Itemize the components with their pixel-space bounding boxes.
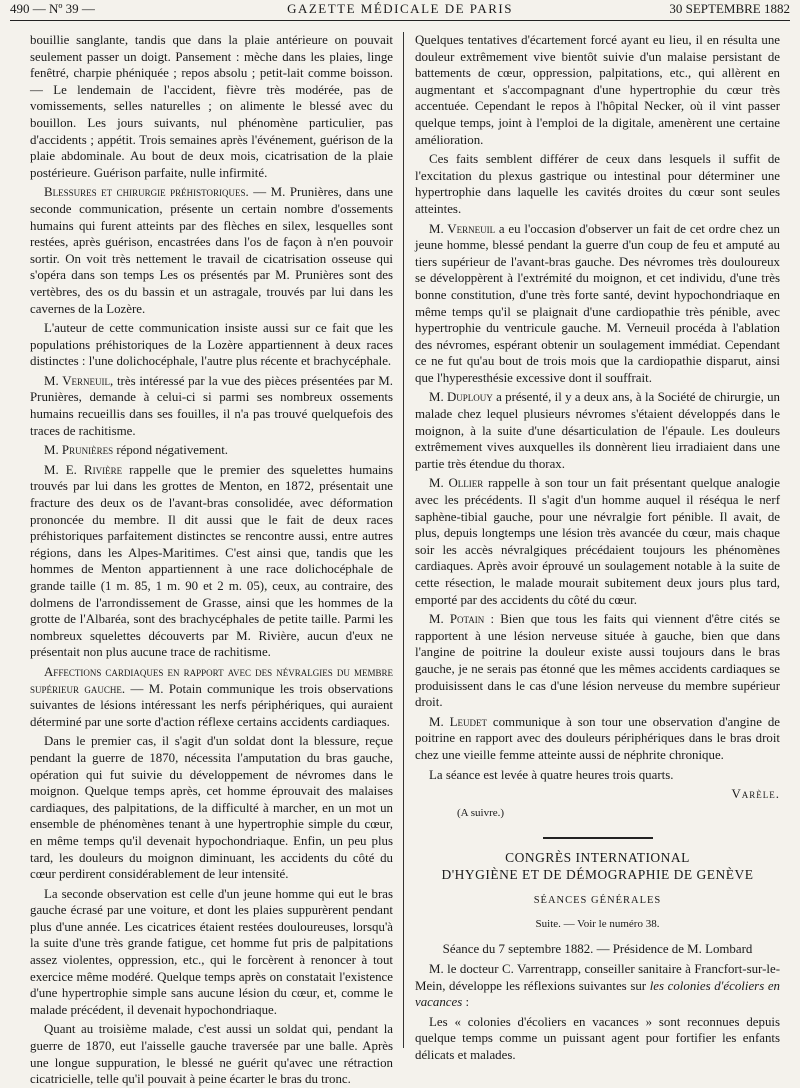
left-column (30, 32, 394, 1087)
continuation-note: Suite. — Voir le numéro 38. (535, 917, 660, 930)
paragraph: M. Verneuil a eu l'occasion d'observer un fait de cet ordre chez un jeune homme, blessé pendant la guerre d'un coup de feu et amputé au tiers supérieur de l'avant-bras gauche. Des névromes très douloureux se développèrent à l'extrémité du moignon, et cet individu, d'une très bonne constitution, d'une très forte santé, devint hypochondriaque en même temps qu'il se plaignait d'une cardiopathie très pénible, avec hypertrophie du ventricule gauche. M. Verneuil procéda à l'ablation des névromes, espérant obtenir un soulagement immédiat. Cependant ce ne fut qu'au bout de trois mois que la cardiopathie disparut, ainsi que l'hyperesthésie excessive dont il souffrait. (415, 221, 780, 385)
speaker-name: M. E. Rivière (44, 462, 123, 477)
signature: Varèle. (731, 787, 780, 802)
column-divider (403, 32, 404, 1048)
paragraph: M. Prunières répond négativement. (44, 443, 228, 458)
issue-date: 30 SEPTEMBRE 1882 (669, 1, 790, 16)
paragraph: Quant au troisième malade, c'est aussi un soldat qui, pendant la guerre de 1870, eut l'aisselle gauche traversée par une balle. Après une longue suppuration, le blessé ne guérit qu'avec une rétraction cicatricielle, telle qu'il pouvait à peine écarter le bras du tronc. (30, 1022, 393, 1087)
paragraph: M. le docteur C. Varrentrapp, conseiller sanitaire à Francfort-sur-le-Mein, développe les réflexions suivantes sur les colonies d'écoliers en vacances : (415, 962, 781, 1010)
speaker-name: M. Verneuil (44, 373, 110, 388)
speaker-name: M. Leudet (429, 714, 487, 729)
paragraph: M. Verneuil, très intéressé par la vue des pièces présentées par M. Prunières, demande à celui-ci si parmi ses nombreux ossements humains recueillis dans ses fouilles, il n'a pas trouvé quelquefois des traces de rachitisme. (30, 373, 393, 438)
paragraph: Affections cardiaques en rapport avec des névralgies du membre supérieur gauche. — M. Potain communique les trois observations suivantes de lésions intéressant les nerfs périphériques, qui auraient déterminé par une sorte d'action réflexe certains accidents cardiaques. (30, 664, 394, 729)
speaker-name: M. Prunières (44, 443, 114, 458)
paragraph: Ces faits semblent différer de ceux dans lesquels il suffit de l'excitation du plexus gastrique ou intestinal pour déterminer une hypertrophie dans laquelle les cavités droites du cœur sont seules atteintes. (415, 152, 780, 216)
paragraph: M. E. Rivière rappelle que le premier des squelettes humains trouvés par lui dans les grottes de Menton, en 1872, présentait une fracture des deux os de l'avant-bras consolidée, avec déformation prononcée du membre. Il dit aussi que le fait de deux races préhistoriques parfaitement distinctes se rencontre aussi, entre autres régions, dans les Alpes-Maritimes. C'est ainsi que, tandis que les hommes de Menton appartiennent à une race dolichocéphale de grande taille (1 m. 85, 1 m. 90 et 2 m. 05), ceux, au contraire, des dolmens de l'arrondissement de Grasse, ainsi que les hommes de la grotte de l'Albaréa, sont des brachycéphales de petite taille. Parmi les nombreux squelettes découverts par M. Rivière, aucun d'eux ne présentait non plus aucune trace de rachitisme. (30, 462, 393, 660)
paragraph: M. Leudet communique à son tour une observation d'angine de poitrine en rapport avec des douleurs périphériques dans le bras droit chez une vieille femme atteinte aussi de néphrite chronique. (415, 714, 780, 762)
congress-title-line-1: CONGRÈS INTERNATIONAL (505, 850, 690, 866)
section-heading: Affections cardiaques en rapport avec des névralgies du membre supérieur gauche. (30, 664, 393, 696)
paragraph: Blessures et chirurgie préhistoriques. — M. Prunières, dans une seconde communication, présente un certain nombre d'ossements humains qui furent atteints par des flèches en silex, lesquelles sont restées, après guérison, encastrées dans l'os de façon à n'en pouvoir sortir. On voit très nettement le travail de cicatrisation osseuse qui s'opéra dans son temps Les os présentés par M. Prunières sont des vertèbres, des os du bassin et un astragale, trouvés par lui dans les cavernes de la Lozère. (30, 185, 394, 316)
to-be-continued: (A suivre.) (457, 806, 505, 819)
speaker-name: M. Potain (429, 612, 485, 627)
congress-title-line-2: D'HYGIÈNE ET DE DÉMOGRAPHIE DE GENÈVE (441, 867, 754, 883)
separator-rule (543, 837, 653, 839)
congress-title (415, 849, 780, 883)
paragraph: La séance est levée à quatre heures trois quarts. (429, 767, 674, 782)
paragraph: bouillie sanglante, tandis que dans la plaie antérieure on pouvait seulement passer un doigt. Pansement : mèche dans les plaies, linge fenêtré, charpie phéniquée ; repos absolu ; petit-lait comme boisson. — Le lendemain de l'accident, fièvre très modérée, pas de vomissements, selles naturelles ; on alimente le blessé avec du bouillon. Les jours suivants, nul phénomène particulier, pas d'accidents ; appétit. Trois semaines après l'événement, guérison de la plaie abdominale. Au bout de deux mois, cicatrisation de la plaie postérieure. Guérison parfaite, nulle infirmité. (30, 33, 393, 180)
journal-title: GAZETTE MÉDICALE DE PARIS (287, 1, 513, 16)
section-heading: Blessures et chirurgie préhistoriques. (44, 185, 249, 200)
paragraph: Dans le premier cas, il s'agit d'un soldat dont la blessure, reçue pendant la guerre de 1870, nécessita l'amputation du bras gauche, opération qui fut suivie du développement de névromes dans le moignon. Quelque temps après, cet homme éprouvait des malaises cardiaques, des palpitations, de la difficulté à marcher, en un mot un ensemble de phénomènes tenant à une hypertrophie simple du cœur, en même temps qu'il devenait hypochondriaque. Enfin, un peu plus tard, les douleurs du moignon diminuant, les accidents du côté du cœur perdirent considérablement de leur intensité. (30, 734, 393, 882)
paragraph: La seconde observation est celle d'un jeune homme qui eut le bras gauche écrasé par une voiture, et dont les plaies suppurèrent pendant plus d'une année. Les cicatrices étaient restées douloureuses, lorsqu'à la suite d'une très grande fatigue, cet homme fut pris de palpitations assez violentes, oppression, etc., qui le forcèrent à renoncer à tout exercice même modéré. Quelque temps après on constatait l'existence d'une hypertrophie simple sans aucune lésion du cœur, et, comme le malade précédent, il devenait hypochondriaque. (30, 886, 393, 1017)
paragraph: M. Potain : Bien que tous les faits qui viennent d'être cités se rapportent à une lésion nerveuse située à gauche, bien que dans l'angine de poitrine la douleur existe aussi toujours dans le bras gauche, je ne serais pas étonné que les mêmes accidents cardiaques se produisissent dans le cas d'une lésion nerveuse du membre supérieur droit. (415, 612, 780, 710)
page-header (10, 0, 790, 21)
paragraph: Les « colonies d'écoliers en vacances » sont reconnues depuis quelque temps comme un puissant agent pour fortifier les enfants délicats et malades. (415, 1014, 780, 1063)
session-heading: Séance du 7 septembre 1882. — Présidence de M. Lombard (442, 941, 753, 956)
subheading: SÉANCES GÉNÉRALES (533, 895, 662, 907)
speaker-name: M. Verneuil (429, 221, 496, 236)
paragraph: M. Duplouy a présenté, il y a deux ans, à la Société de chirurgie, un malade chez lequel plusieurs névromes s'étaient développés dans le moignon, à la suite d'une désarticulation de l'épaule. Les douleurs extrêmement vives auxquelles ils donnèrent lieu irradiaient dans une partie très étendue du thorax. (415, 390, 781, 471)
paragraph: L'auteur de cette communication insiste aussi sur ce fait que les populations préhistoriques de la Lozère appartiennent à deux races distinctes : l'une dolichocéphale, l'autre plus récente et brachycéphale. (30, 321, 393, 369)
right-column (415, 32, 780, 1068)
paragraph: M. Ollier rappelle à son tour un fait présentant quelque analogie avec les précédents. Il s'agit d'un homme auquel il réséqua le nerf saphène-tibial gauche, pour une névralgie fort pénible. Il avait, de plus, depuis longtemps une lésion très avancée du cœur, mais chaque soir les accès névralgiques précédaient toujours les phénomènes cardiaques. Après avoir éprouvé un soulagement notable à la suite de cette résection, le malade mourait subitement deux jours plus tard, emporté par des accidents du côté du cœur. (415, 476, 780, 607)
italic-phrase: les colonies d'écoliers en vacances (415, 978, 781, 1010)
speaker-name: M. Duplouy (429, 390, 493, 405)
paragraph: Quelques tentatives d'écartement forcé ayant eu lieu, il en résulta une douleur extrêmement vive bientôt suivie d'un malaise persistant de battements de cœur, oppression, palpitations, etc., qui allèrent en augmentant et s'accompagnant d'une hypertrophie du cœur très accentuée. Cependant le repos à l'hôpital Necker, où il vint passer quelque temps, joint à l'emploi de la digitale, amenèrent une certaine amélioration. (415, 33, 780, 147)
page-number: 490 — Nº 39 — (10, 1, 95, 16)
speaker-name: M. Ollier (429, 476, 484, 491)
